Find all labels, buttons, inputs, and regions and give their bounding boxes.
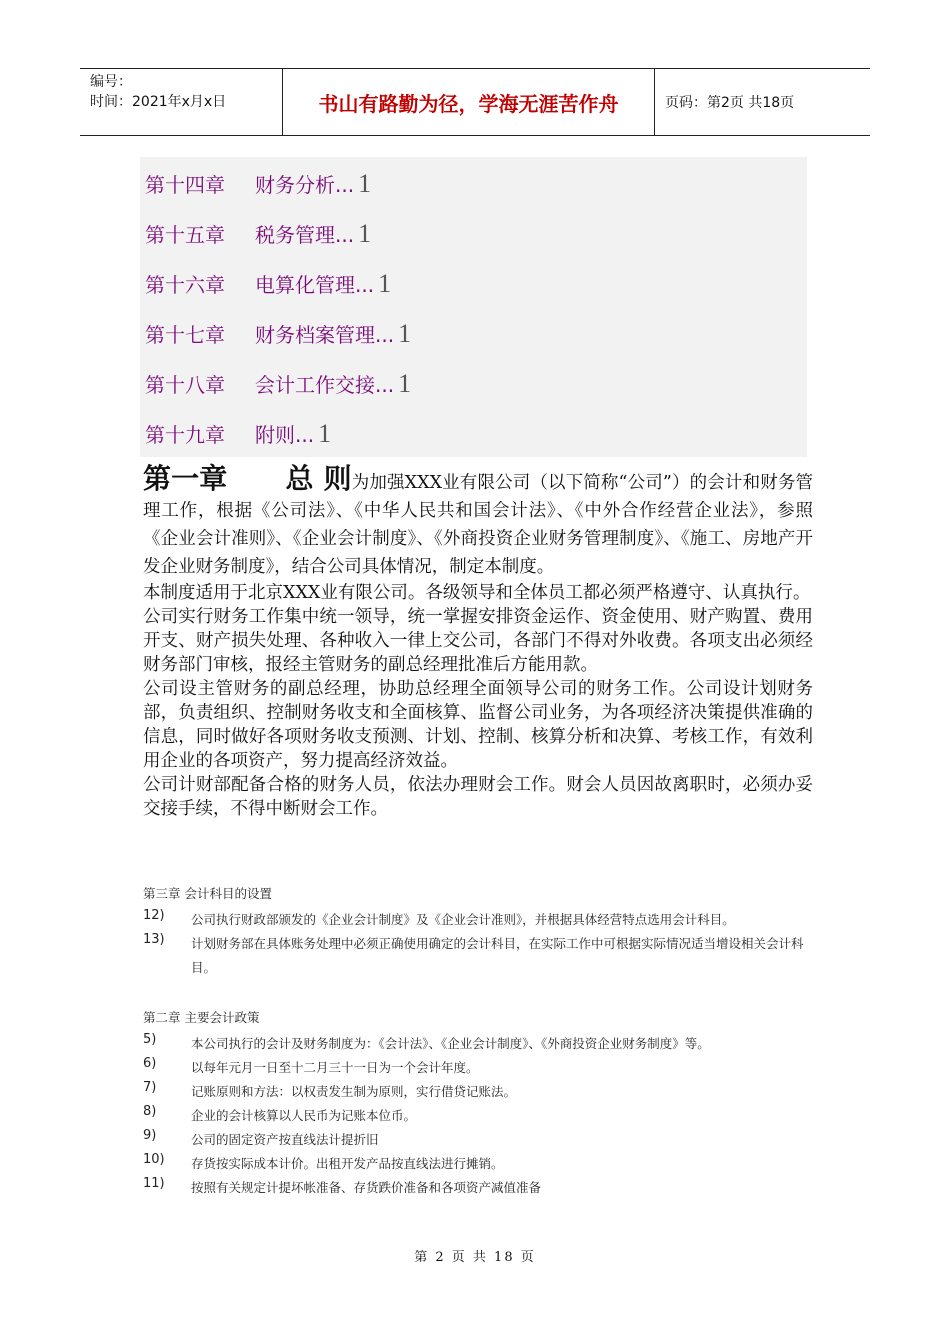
- toc-page: 1: [318, 419, 332, 448]
- toc-item[interactable]: [145, 419, 331, 455]
- page-header: [80, 68, 870, 136]
- item-number: 5): [143, 1032, 157, 1047]
- toc-chapter: 第十六章: [145, 273, 225, 297]
- list-item: [143, 908, 813, 932]
- chapter-one: [143, 462, 813, 821]
- toc-title: 附则...: [255, 423, 315, 447]
- toc-page: 1: [398, 369, 412, 398]
- section-heading: 第三章 会计科目的设置: [143, 886, 272, 901]
- toc-title: 税务管理...: [255, 223, 355, 247]
- paragraph: 本制度适用于北京XXX业有限公司。各级领导和全体员工都必须严格遵守、认真执行。: [143, 583, 811, 603]
- toc-title: 财务档案管理...: [255, 323, 395, 347]
- paragraph: 为加强XXX业有限公司（以下简称“公司”）的会计和财务管理工作，根据《公司法》、《中华人民共和国会计法》、《中外合作经营企业法》，参照《企业会计准则》、《企业会计制度》、《外商投资企业财务管理制度》、《施工、房地产开发企业财务制度》，结合公司具体情况，制定本制度。: [143, 473, 813, 577]
- chapter-one-title: 总 则: [285, 462, 352, 495]
- item-text: 本公司执行的会计及财务制度为：《会计法》、《企业会计制度》、《外商投资企业财务制度》等。: [191, 1036, 710, 1051]
- item-text: 记账原则和方法：以权责发生制为原则，实行借贷记账法。: [191, 1084, 517, 1099]
- paragraph: 公司设主管财务的副总经理，协助总经理全面领导公司的财务工作。公司设计划财务部，负责组织、控制财务收支和全面核算、监督公司业务，为各项经济决策提供准确的信息，同时做好各项财务收支预测、计划、控制、核算分析和决算、考核工作，有效利用企业的各项资产，努力提高经济效益。: [143, 679, 813, 771]
- chapter-two-section: [143, 1008, 813, 1200]
- item-number: 11): [143, 1176, 165, 1191]
- toc-page: 1: [358, 169, 372, 198]
- item-text: 按照有关规定计提坏帐准备、存货跌价准备和各项资产减值准备: [191, 1180, 542, 1195]
- item-number: 12): [143, 908, 165, 923]
- chapter-one-number: 第一章: [143, 462, 228, 495]
- toc-chapter: 第十八章: [145, 373, 225, 397]
- item-text: 存货按实际成本计价。出租开发产品按直线法进行摊销。: [191, 1156, 504, 1171]
- toc-item[interactable]: [145, 219, 371, 255]
- chapter-three-section: [143, 884, 813, 980]
- item-number: 6): [143, 1056, 157, 1071]
- item-number: 9): [143, 1128, 157, 1143]
- header-page-info: 页码：第2页 共18页: [665, 95, 795, 111]
- time-label: 时间：2021年x月x日: [90, 94, 227, 110]
- toc-title: 财务分析...: [255, 173, 355, 197]
- item-text: 计划财务部在具体账务处理中必须正确使用确定的会计科目，在实际工作中可根据实际情况适当增设相关会计科目。: [191, 936, 804, 975]
- toc-page: 1: [358, 219, 372, 248]
- list-item: [143, 1080, 813, 1104]
- list-item: [143, 932, 813, 980]
- toc-chapter: 第十四章: [145, 173, 225, 197]
- toc-title: 会计工作交接...: [255, 373, 395, 397]
- chapter-one-intro: [143, 462, 813, 581]
- list-item: [143, 1128, 813, 1152]
- toc-chapter: 第十五章: [145, 223, 225, 247]
- item-text: 公司执行财政部颁发的《企业会计制度》及《企业会计准则》，并根据具体经营特点选用会计科目。: [191, 912, 735, 927]
- item-text: 企业的会计核算以人民币为记账本位币。: [191, 1108, 417, 1123]
- paragraph: 公司实行财务工作集中统一领导，统一掌握安排资金运作、资金使用、财产购置、费用开支、财产损失处理、各种收入一律上交公司，各部门不得对外收费。各项支出必须经财务部门审核，报经主管财务的副总经理批准后方能用款。: [143, 607, 813, 675]
- header-motto: 书山有路勤为径，学海无涯苦作舟: [283, 69, 655, 135]
- page-footer: 第 2 页 共 18 页: [414, 1250, 536, 1265]
- paragraph: 公司计财部配备合格的财务人员，依法办理财会工作。财会人员因故离职时，必须办妥交接手续，不得中断财会工作。: [143, 775, 813, 819]
- item-number: 10): [143, 1152, 165, 1167]
- chapter-one-heading: [143, 462, 352, 495]
- toc-chapter: 第十九章: [145, 423, 225, 447]
- item-text: 以每年元月一日至十二月三十一日为一个会计年度。: [191, 1060, 479, 1075]
- toc-item[interactable]: [145, 319, 411, 355]
- toc-item[interactable]: [145, 269, 391, 305]
- toc-item[interactable]: [145, 169, 371, 205]
- list-item: [143, 1104, 813, 1128]
- toc-chapter: 第十七章: [145, 323, 225, 347]
- list-item: [143, 1152, 813, 1176]
- item-number: 7): [143, 1080, 157, 1095]
- header-meta: [80, 69, 283, 135]
- toc-title: 电算化管理...: [255, 273, 375, 297]
- list-item: [143, 1056, 813, 1080]
- item-number: 8): [143, 1104, 157, 1119]
- list-item: [143, 1032, 813, 1056]
- number-label: 编号：: [90, 74, 132, 90]
- item-number: 13): [143, 932, 165, 947]
- section-heading: 第二章 主要会计政策: [143, 1010, 260, 1025]
- toc-page: 1: [378, 269, 392, 298]
- table-of-contents: [140, 157, 807, 457]
- toc-item[interactable]: [145, 369, 411, 405]
- item-text: 公司的固定资产按直线法计提折旧: [191, 1132, 379, 1147]
- list-item: [143, 1176, 813, 1200]
- toc-page: 1: [398, 319, 412, 348]
